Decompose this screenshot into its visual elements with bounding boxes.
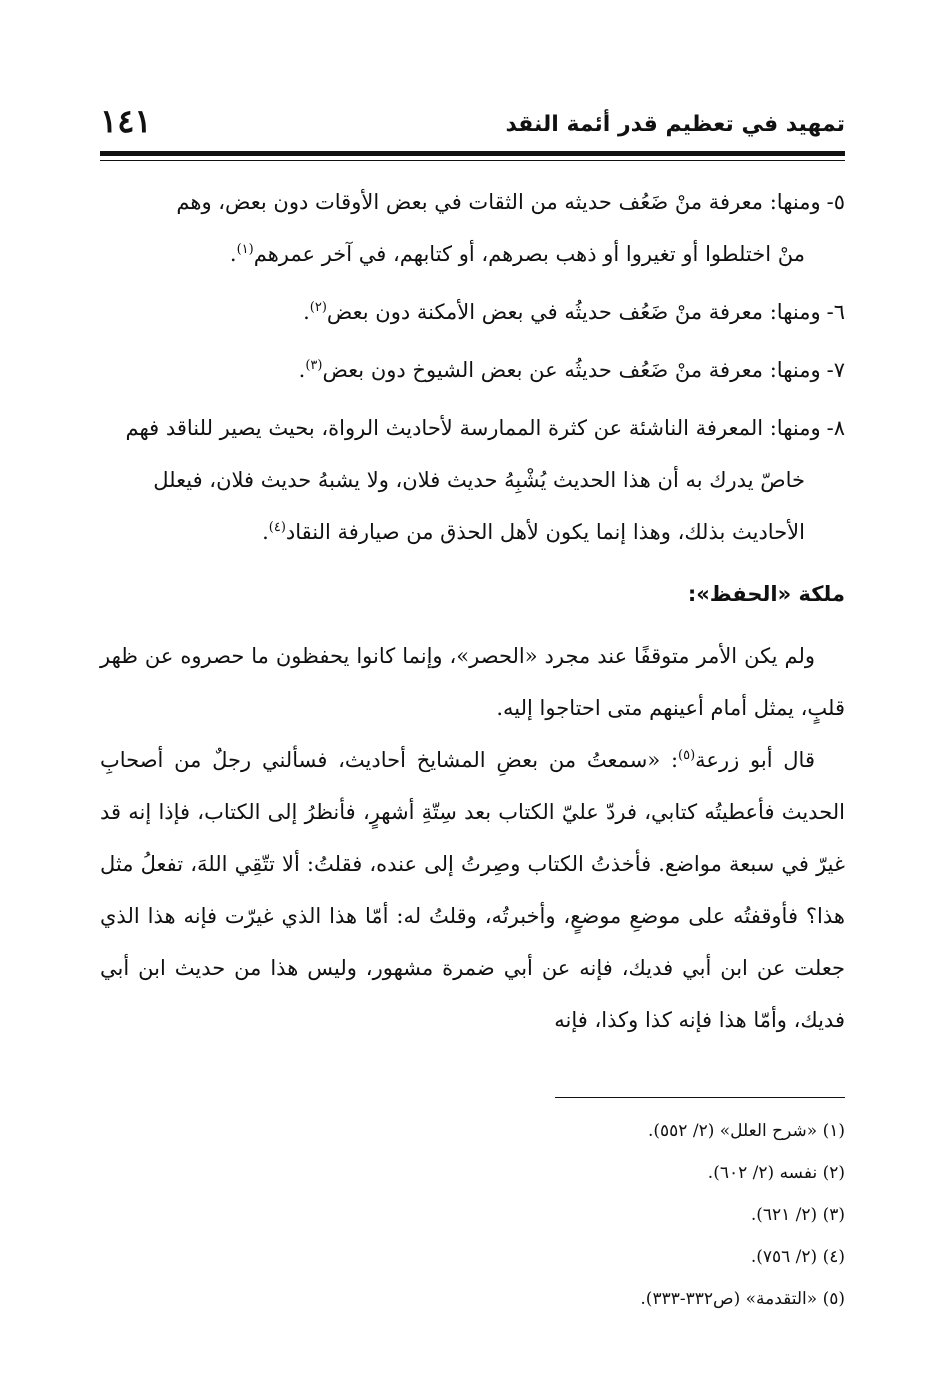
main-text <box>100 176 845 1046</box>
paragraph: ولم يكن الأمر متوقفًا عند مجرد «الحصر»، وإنما كانوا يحفظون ما حصروه عن ظهر قلبٍ، يمثل أمام أعينهم متى احتاجوا إليه. <box>100 644 845 720</box>
paragraph <box>100 734 845 1046</box>
page-number: ١٤١ <box>100 102 152 140</box>
footnote-ref: (١) <box>236 242 254 257</box>
item-text: ومنها: معرفة منْ ضَعُف حديثُه عن بعض الشيوخ دون بعض <box>322 358 821 382</box>
header-rule-thin <box>100 160 845 161</box>
footnote-ref: (٢) <box>309 300 327 315</box>
item-end: . <box>303 300 310 324</box>
item-text: ومنها: المعرفة الناشئة عن كثرة الممارسة لأحاديث الرواة، بحيث يصير للناقد فهم <box>125 416 821 440</box>
footnote: (٢) نفسه (٢/ ٦٠٢). <box>707 1163 845 1183</box>
header-rule-thick <box>100 151 845 156</box>
item-text: الأحاديث بذلك، وهذا إنما يكون لأهل الحذق من صيارفة النقاد <box>285 520 805 544</box>
footnote: (٣) (٢/ ٦٢١). <box>750 1205 845 1225</box>
item-end: . <box>298 358 306 382</box>
item-text: ومنها: معرفة منْ ضَعُف حديثُه في بعض الأمكنة دون بعض <box>326 300 821 324</box>
paragraph-text: قال أبو زرعة <box>695 748 815 772</box>
item-text: خاصّ يدرك به أن هذا الحديث يُشْبِهُ حديث فلان، ولا يشبهُ حديث فلان، فيعلل <box>153 468 805 492</box>
section-heading: ملكة «الحفظ»: <box>687 582 845 606</box>
footnote: (١) «شرح العلل» (٢/ ٥٥٢). <box>648 1121 845 1141</box>
list-item <box>100 344 845 396</box>
page-header <box>100 102 845 152</box>
item-number: ٨- <box>826 416 845 440</box>
item-number: ٥- <box>826 190 845 214</box>
item-number: ٧- <box>826 358 845 382</box>
footnote: (٤) (٢/ ٧٥٦). <box>750 1247 845 1267</box>
list-item <box>100 286 845 338</box>
footnote-ref: (٤) <box>268 520 286 535</box>
paragraph-text: : «سمعتُ من بعضِ المشايخ أحاديث، فسألني رجلٌ من أصحابِ الحديث فأعطيتُه كتابي، فردّ عليّ الكتاب بعد سِتّةِ أشهرٍ، فأنظرُ إلى الكتاب، فإذا إنه قد غيرّ في سبعة مواضع. فأخذتُ الكتاب وصِرتُ إلى عنده، فقلتُ: ألا تتّقِي اللهَ، تفعلُ مثل هذا؟ فأوقفتُه على موضعِ موضعٍ، وأخبرتُه، وقلتُ له: أمّا هذا الذي غيرّت فإنه هذا الذي جعلت عن ابن أبي فديك، فإنه عن أبي ضمرة مشهور، وليس هذا من حديث ابن أبي فديك، وأمّا هذا فإنه كذا وكذا، فإنه <box>100 748 845 1032</box>
item-text: منْ اختلطوا أو تغيروا أو ذهب بصرهم، أو كتابهم، في آخر عمرهم <box>253 242 805 266</box>
item-end: . <box>262 520 269 544</box>
footnote-separator <box>555 1097 845 1098</box>
footnote-ref: (٣) <box>305 358 323 373</box>
item-text: ومنها: معرفة منْ ضَعُف حديثه من الثقات في بعض الأوقات دون بعض، وهم <box>176 190 821 214</box>
item-number: ٦- <box>826 300 845 324</box>
running-title: تمهيد في تعظيم قدر أئمة النقد <box>505 112 845 137</box>
footnote: (٥) «التقدمة» (ص٣٣٢-٣٣٣). <box>640 1289 845 1309</box>
list-item <box>100 176 845 280</box>
footnotes <box>100 1110 845 1320</box>
footnote-ref: (٥) <box>678 748 696 763</box>
item-end: . <box>229 242 237 266</box>
list-item <box>100 402 845 558</box>
